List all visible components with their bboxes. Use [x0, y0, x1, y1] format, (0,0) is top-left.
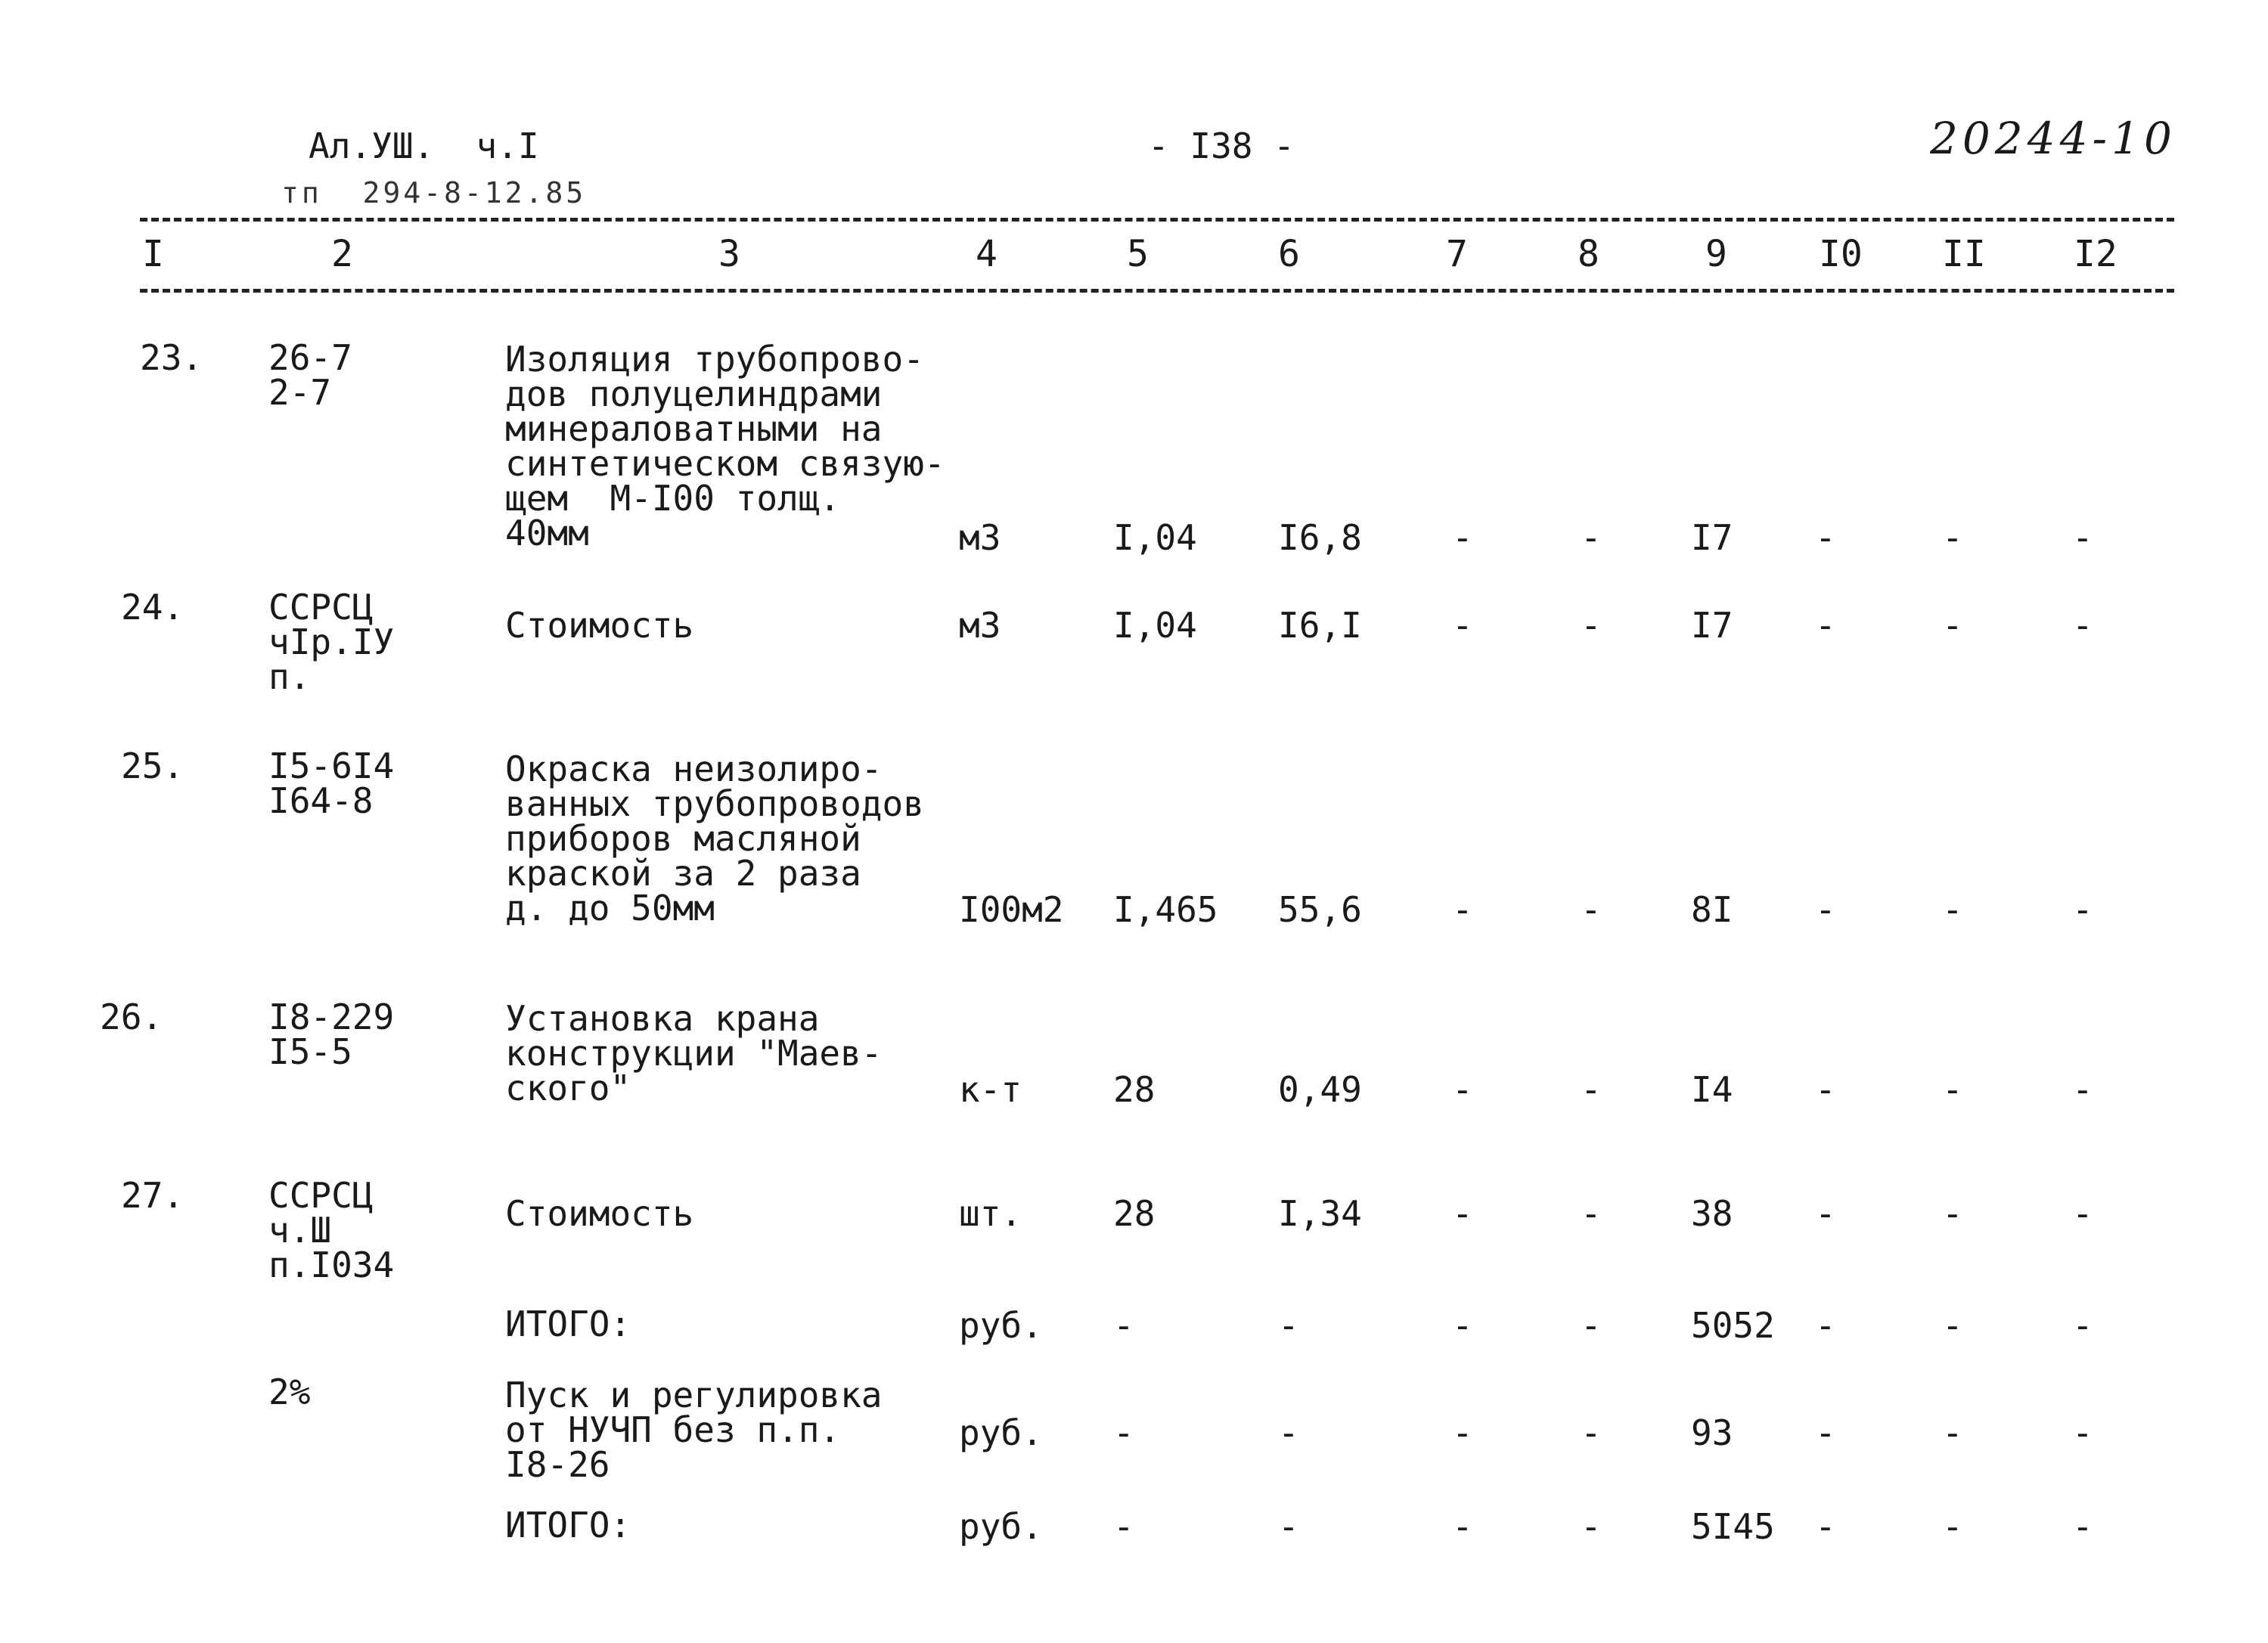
row-code: ССРСЦ чIр.IУ п.: [268, 587, 395, 697]
row-col10: -: [1815, 605, 1836, 646]
row-col8: -: [1581, 1506, 1602, 1547]
col-num-4: 4: [976, 233, 997, 275]
row-col11: -: [1942, 605, 1963, 646]
row-quantity: I,04: [1113, 517, 1197, 558]
row-col7: -: [1452, 1069, 1473, 1110]
row-col6: -: [1278, 1506, 1299, 1547]
row-col6: I6,8: [1278, 517, 1362, 558]
row-description: Стоимость: [505, 605, 694, 646]
row-col7: -: [1452, 889, 1473, 930]
row-col7: -: [1452, 605, 1473, 646]
header-rule-bottom: [140, 289, 2174, 293]
col-num-3: 3: [718, 233, 740, 275]
row-unit: м3: [959, 605, 1001, 646]
row-col11: -: [1942, 1305, 1963, 1346]
row-col7: -: [1452, 1305, 1473, 1346]
row-col6: -: [1278, 1305, 1299, 1346]
col-num-7: 7: [1446, 233, 1468, 275]
row-quantity: -: [1113, 1412, 1134, 1453]
row-col8: -: [1581, 1412, 1602, 1453]
row-description: Установка крана конструкции "Маев- ского": [505, 998, 883, 1108]
row-unit: к-т: [959, 1069, 1022, 1110]
row-col11: -: [1942, 1193, 1963, 1234]
row-col9: I7: [1691, 517, 1733, 558]
row-col12: -: [2072, 1412, 2093, 1453]
row-col8: -: [1581, 1193, 1602, 1234]
row-col12: -: [2072, 1305, 2093, 1346]
row-number: 27.: [121, 1175, 185, 1216]
row-quantity: I,04: [1113, 605, 1197, 646]
row-description: Окраска неизолиро- ванных трубопроводов приборов масляной краской за 2 раза д. до 50мм: [505, 749, 924, 928]
row-code: I8-229 I5-5: [268, 997, 395, 1072]
row-col8: -: [1581, 1305, 1602, 1346]
row-number: 25.: [121, 746, 185, 786]
row-number: 24.: [121, 587, 185, 628]
row-col11: -: [1942, 889, 1963, 930]
row-col12: -: [2072, 1506, 2093, 1547]
col-num-10: I0: [1819, 233, 1863, 275]
row-col6: 55,6: [1278, 889, 1362, 930]
col-num-8: 8: [1578, 233, 1599, 275]
row-col6: -: [1278, 1412, 1299, 1453]
row-col10: -: [1815, 1506, 1836, 1547]
row-col7: -: [1452, 1193, 1473, 1234]
row-number: 23.: [140, 337, 203, 378]
row-unit: I00м2: [959, 889, 1064, 930]
row-col8: -: [1581, 517, 1602, 558]
row-col12: -: [2072, 1069, 2093, 1110]
row-unit: м3: [959, 517, 1001, 558]
row-col10: -: [1815, 1069, 1836, 1110]
row-code: I5-6I4 I64-8: [268, 746, 395, 821]
row-col7: -: [1452, 1506, 1473, 1547]
col-num-11: II: [1942, 233, 1986, 275]
col-num-2: 2: [331, 233, 353, 275]
row-col6: 0,49: [1278, 1069, 1362, 1110]
row-col7: -: [1452, 517, 1473, 558]
row-col12: -: [2072, 1193, 2093, 1234]
total-label: ИТОГО:: [505, 1505, 631, 1545]
row-col9: 38: [1691, 1193, 1733, 1234]
row-col11: -: [1942, 1506, 1963, 1547]
row-col10: -: [1815, 889, 1836, 930]
row-description: Изоляция трубопрово- дов полуцелиндрами минераловатными на синтетическом связую- щем М-I00 толщ. 40мм: [505, 339, 945, 553]
row-col7: -: [1452, 1412, 1473, 1453]
row-description: Пуск и регулировка от НУЧП без п.п. I8-26: [505, 1375, 883, 1485]
col-num-1: I: [142, 233, 164, 275]
row-code: 2%: [268, 1372, 311, 1412]
row-col11: -: [1942, 517, 1963, 558]
row-col12: -: [2072, 517, 2093, 558]
row-unit: руб.: [959, 1412, 1043, 1453]
row-code: 26-7 2-7: [268, 337, 352, 413]
row-unit: руб.: [959, 1506, 1043, 1547]
row-col10: -: [1815, 1412, 1836, 1453]
project-code: тп 294-8-12.85: [281, 176, 587, 209]
col-num-9: 9: [1705, 233, 1727, 275]
row-unit: шт.: [959, 1193, 1022, 1234]
col-num-5: 5: [1127, 233, 1149, 275]
row-col8: -: [1581, 889, 1602, 930]
total-label: ИТОГО:: [505, 1304, 631, 1344]
row-col9: I4: [1691, 1069, 1733, 1110]
row-quantity: 28: [1113, 1069, 1156, 1110]
row-col11: -: [1942, 1412, 1963, 1453]
row-col6: I6,I: [1278, 605, 1362, 646]
row-description: Стоимость: [505, 1193, 694, 1234]
row-number: 26.: [100, 997, 163, 1037]
row-col10: -: [1815, 1193, 1836, 1234]
row-quantity: -: [1113, 1305, 1134, 1346]
row-col8: -: [1581, 605, 1602, 646]
grand-total-value: 5I45: [1691, 1506, 1775, 1547]
row-col11: -: [1942, 1069, 1963, 1110]
col-num-12: I2: [2074, 233, 2118, 275]
handwritten-number: 20244-10: [1930, 113, 2176, 164]
row-col9: I7: [1691, 605, 1733, 646]
row-col8: -: [1581, 1069, 1602, 1110]
row-code: ССРСЦ ч.Ш п.I034: [268, 1175, 395, 1285]
page-number: - I38 -: [1148, 126, 1295, 166]
row-col12: -: [2072, 605, 2093, 646]
row-col10: -: [1815, 517, 1836, 558]
row-quantity: I,465: [1113, 889, 1218, 930]
row-unit: руб.: [959, 1305, 1043, 1346]
col-num-6: 6: [1278, 233, 1300, 275]
header-rule-top: [140, 218, 2174, 222]
row-quantity: -: [1113, 1506, 1134, 1547]
row-quantity: 28: [1113, 1193, 1156, 1234]
row-col9: 8I: [1691, 889, 1733, 930]
total-value: 5052: [1691, 1305, 1775, 1346]
row-col10: -: [1815, 1305, 1836, 1346]
row-col12: -: [2072, 889, 2093, 930]
album-label: Ал.УШ. ч.I: [309, 126, 539, 166]
row-col6: I,34: [1278, 1193, 1362, 1234]
row-col9: 93: [1691, 1412, 1733, 1453]
